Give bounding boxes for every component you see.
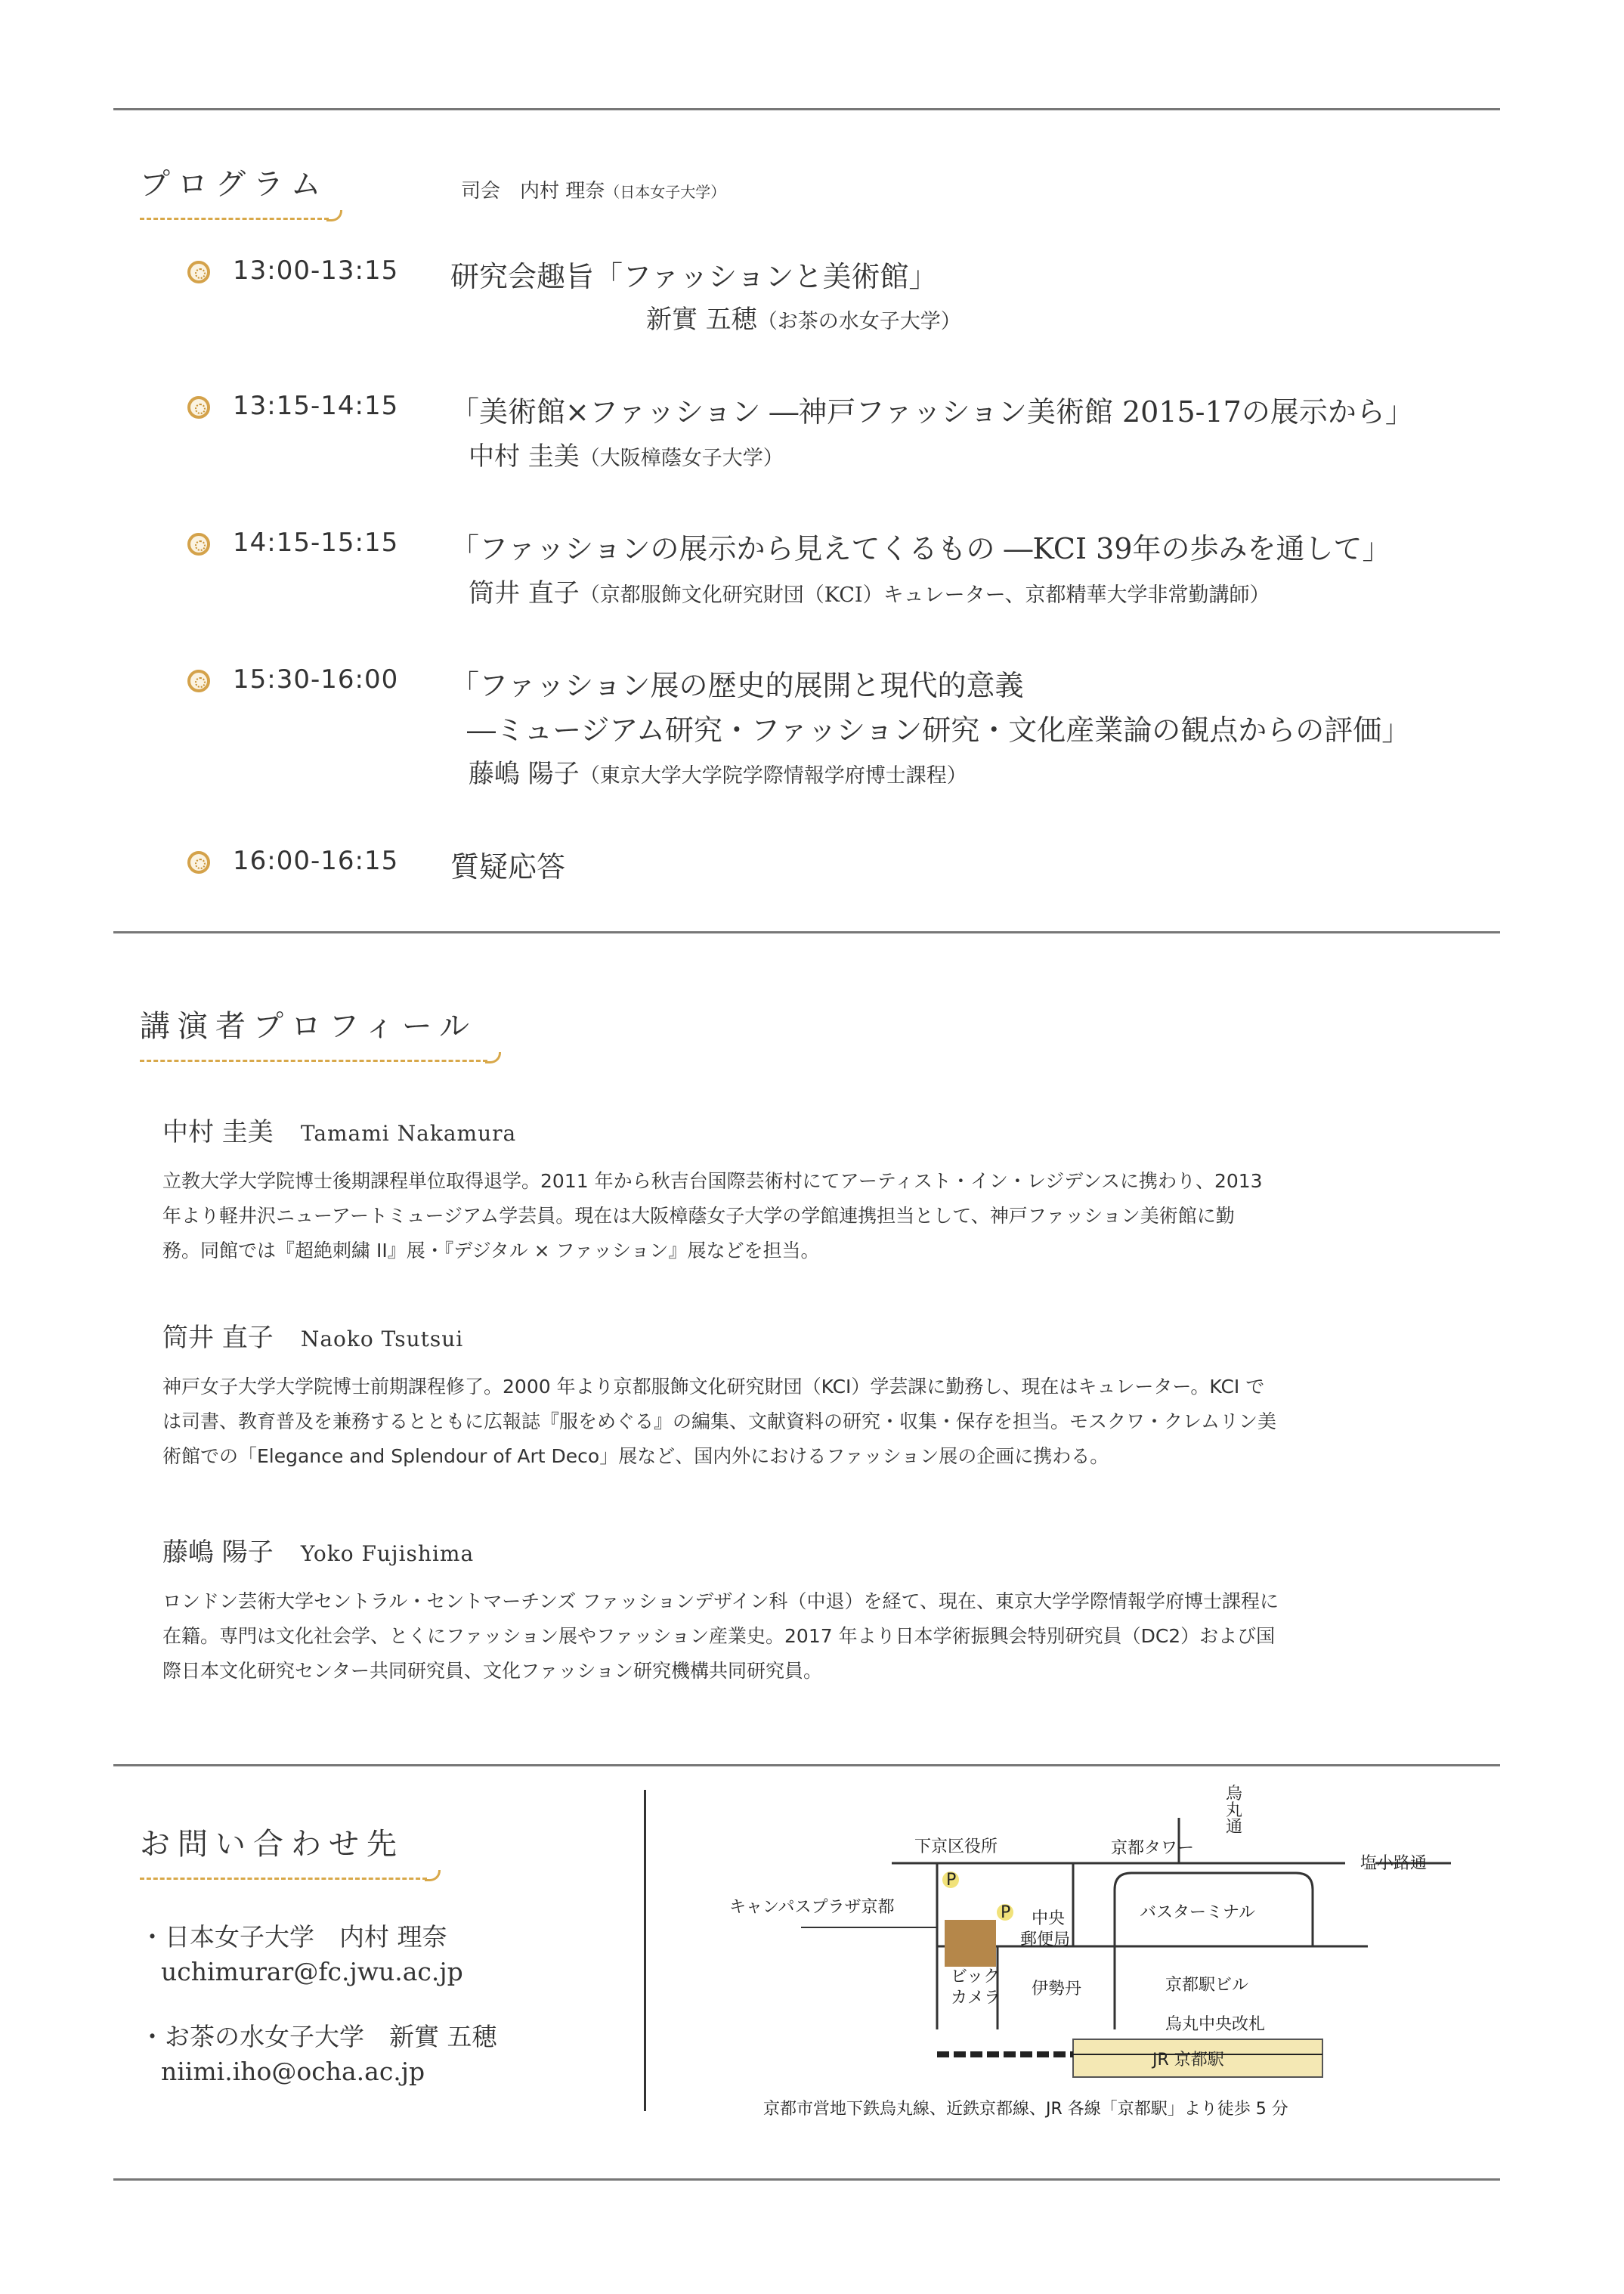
map-label: 伊勢丹 [1032, 1980, 1082, 1998]
top-rule [113, 108, 1500, 110]
program-heading: プログラム [140, 160, 329, 203]
profiles-heading: 講演者プロフィール [140, 1002, 477, 1045]
map-label: バスターミナル [1140, 1903, 1255, 1922]
map-label: 中央郵便局 [1020, 1909, 1071, 1949]
program-title: 質疑応答 [450, 850, 566, 884]
map-label: 下京区役所 [914, 1837, 998, 1856]
map-label: 京都タワー [1111, 1839, 1195, 1858]
map-label: 京都駅ビル [1165, 1976, 1249, 1995]
heading-underline [140, 218, 329, 220]
moderator: 司会 内村 理奈（日本女子大学） [461, 180, 726, 203]
profile-text: 神戸女子大学大学院博士前期課程修了。2000 年より京都服飾文化研究財団（KCI）学芸課に勤務し、現在はキュレーター。KCI で は司書、教育普及を兼務するとともに広報誌『服をめぐる』の編集、文献資料の研究・収集・保存を担当。モスクワ・クレムリン美 術館での「Elegance and Splendour of Art Deco」展など、国内外におけるファッション展の企画に携わる。 [162, 1376, 1277, 1467]
profile-name: 中村 圭美 Tamami Nakamura [162, 1117, 517, 1147]
map-parking-label: P [946, 1871, 957, 1890]
button-icon [187, 670, 210, 692]
page-bottom-rule [113, 2178, 1500, 2181]
program-title: 研究会趣旨「ファッションと美術館」 [450, 260, 938, 293]
contact-entry: ・日本女子大学 内村 理奈 uchimurar@fc.jwu.ac.jp [140, 1920, 463, 1989]
program-title: 「ファッション展の歴史的展開と現代的意義 [450, 669, 1024, 702]
map-label: 塩小路通 [1360, 1854, 1428, 1873]
profile-bottom-rule [113, 1764, 1500, 1766]
profile-name: 藤嶋 陽子 Yoko Fujishima [162, 1537, 475, 1568]
program-bottom-rule [113, 931, 1500, 933]
contact-email[interactable]: niimi.iho@ocha.ac.jp [161, 2057, 425, 2086]
contact-entry: ・お茶の水女子大学 新實 五穂 niimi.iho@ocha.ac.jp [140, 2020, 497, 2089]
divider [644, 1790, 646, 2111]
button-icon [187, 261, 210, 283]
profile-name: 筒井 直子 Naoko Tsutsui [162, 1323, 464, 1353]
program-speaker: 筒井 直子（京都服飾文化研究財団（KCI）キュレーター、京都精華大学非常勤講師） [469, 578, 1270, 608]
map-label: キャンパスプラザ京都 [729, 1898, 895, 1917]
map-parking-label: P [1001, 1903, 1011, 1922]
map-label: 烏丸中央改札 [1165, 2015, 1266, 2034]
profile-text: 立教大学大学院博士後期課程単位取得退学。2011 年から秋吉台国際芸術村にてアーティスト・イン・レジデンスに携わり、2013 年より軽井沢ニューアートミュージアム学芸員。現在は大阪樟蔭女子大学の学館連携担当として、神戸ファッション美術館に勤 務。同館では『超絶刺繍 II』展・『デジタル × ファッション』展などを担当。 [162, 1170, 1263, 1262]
program-time: 16:00-16:15 [233, 846, 399, 876]
contact-email[interactable]: uchimurar@fc.jwu.ac.jp [161, 1957, 463, 1986]
program-time: 15:30-16:00 [233, 664, 399, 695]
program-subtitle: ―ミュージアム研究・ファッション研究・文化産業論の観点からの評価」 [467, 714, 1411, 747]
program-speaker: 新實 五穂（お茶の水女子大学） [646, 305, 961, 335]
map-caption: 京都市営地下鉄烏丸線、近鉄京都線、JR 各線「京都駅」より徒歩 5 分 [763, 2100, 1288, 2119]
heading-underline [140, 1060, 487, 1062]
button-icon [187, 396, 210, 419]
contact-heading: お問い合わせ先 [140, 1820, 404, 1863]
map-label: ビックカメラ [951, 1967, 1001, 2008]
button-icon [187, 533, 210, 556]
access-map [695, 1784, 1451, 2139]
program-time: 13:00-13:15 [233, 255, 399, 286]
program-time: 14:15-15:15 [233, 528, 399, 558]
map-label: JR 京都駅 [1152, 2051, 1224, 2070]
button-icon [187, 851, 210, 874]
map-label: 烏丸通 [1226, 1785, 1243, 1837]
map-campus-plaza [945, 1920, 996, 1967]
program-speaker: 中村 圭美（大阪樟蔭女子大学） [469, 441, 784, 472]
program-time: 13:15-14:15 [233, 391, 399, 421]
program-title: 「ファッションの展示から見えてくるもの ―KCI 39年の歩みを通して」 [450, 532, 1391, 565]
heading-underline [140, 1878, 427, 1880]
profile-text: ロンドン芸術大学セントラル・セントマーチンズ ファッションデザイン科（中退）を経て、現在、東京大学学際情報学府博士課程に 在籍。専門は文化社会学、とくにファッション展やファッション産業史。2017 年より日本学術振興会特別研究員（DC2）および国 際日本文化研究センター共同研究員、文化ファッション研究機構共同研究員。 [162, 1590, 1279, 1682]
program-speaker: 藤嶋 陽子（東京大学大学院学際情報学府博士課程） [469, 759, 967, 789]
program-title: 「美術館×ファッション ―神戸ファッション美術館 2015-17の展示から」 [450, 395, 1414, 429]
